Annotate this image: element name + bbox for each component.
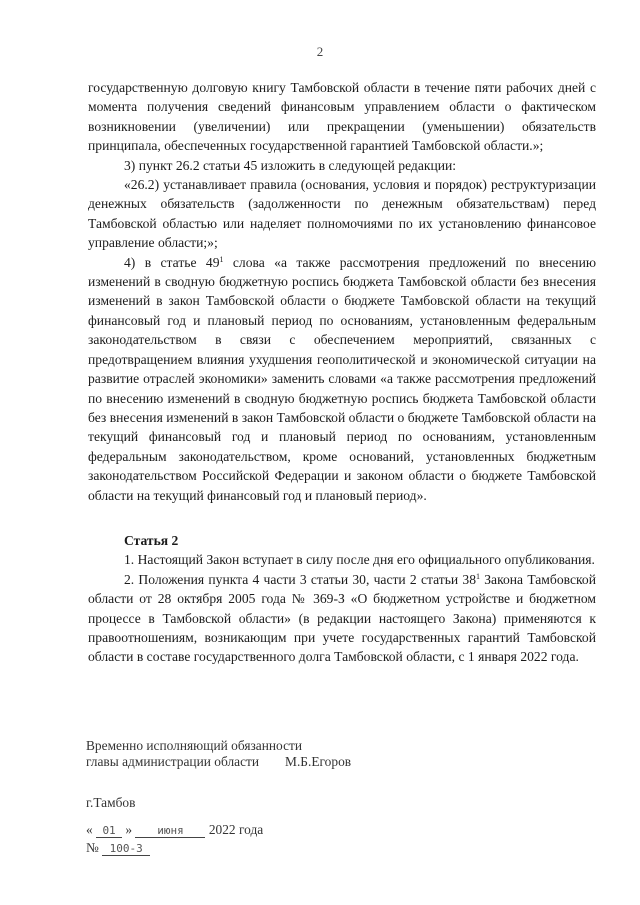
superscript: 1 — [219, 254, 224, 264]
signatory-name: М.Б.Егоров — [285, 754, 352, 769]
item-4-lead: 4) в статье 49 — [124, 254, 220, 270]
signatory-title-line2-row — [86, 754, 351, 770]
date-month: июня — [135, 824, 205, 838]
document-number — [86, 840, 150, 856]
date-line — [86, 822, 263, 838]
signatory-title-line2: главы администрации области — [86, 754, 260, 769]
signature-block — [86, 738, 351, 770]
number-prefix: № — [86, 840, 99, 855]
item-2-text: Закона Тамбовской области от 28 октября 2005 года № 369-З «О бюджетном устройстве и бюджетном процессе в Тамбовской области» (в редакции настоящего Закона) применяются к правоотношениям, возникающим при учете государственных гарантий Тамбовской области в составе государственного долга Тамбовской области, с 1 января 2022 года. — [88, 571, 596, 665]
article-2-item-1: 1. Настоящий Закон вступает в силу после дня его официального опубликования. — [124, 552, 595, 568]
number-value: 100-З — [102, 842, 150, 856]
page-number: 2 — [316, 44, 324, 59]
superscript: 1 — [476, 571, 480, 581]
paragraph-item-3: 3) пункт 26.2 статьи 45 изложить в следующей редакции: — [124, 157, 457, 173]
date-year: 2022 года — [208, 822, 264, 837]
city: г.Тамбов — [86, 795, 136, 810]
document-body — [88, 78, 596, 667]
date-day: 01 — [96, 824, 122, 838]
item-2-lead: 2. Положения пункта 4 части 3 статьи 30, части 2 статьи 38 — [124, 571, 476, 587]
paragraph-quote-26-2: «26.2) устанавливает правила (основания, условия и порядок) реструктуризации денежных обязательств (задолженности по денежным обязательствам) перед Тамбовской областью или наделяет полномочиями по их установлению финансовое управление области;»; — [88, 177, 596, 251]
paragraph-item-4 — [88, 253, 596, 505]
date-open-quote: « — [86, 822, 93, 837]
signatory-title-line1: Временно исполняющий обязанности — [86, 738, 303, 753]
date-close-quote: » — [125, 822, 133, 837]
article-2-item-2 — [88, 570, 596, 667]
paragraph-continuation: государственную долговую книгу Тамбовской области в течение пяти рабочих дней с момента получения сведений финансовым управлением области о фактическом возникновении (увеличении) или прекращении (уменьшении) обязательств принципала, обеспеченных государственной гарантией Тамбовской области.»; — [88, 80, 596, 154]
article-2-title: Статья 2 — [124, 532, 179, 548]
item-4-text: слова «а также рассмотрения предложений по внесению изменений в сводную бюджетную роспись бюджета Тамбовской области без внесения изменений в закон Тамбовской области о бюджете Тамбовской области на текущий финансовый год и плановый период по основаниям, установленным федеральным законодательством в связи с обеспечением мероприятий, связанных с предотвращением влияния ухудшения геополитической и экономической ситуации на развитие отраслей экономики» заменить словами «а также рассмотрения предложений по внесению изменений в сводную бюджетную роспись бюджета Тамбовской области без внесения изменений в закон Тамбовской области о бюджете Тамбовской области на текущий финансовый год и плановый период по основаниям, установленным федеральным законодательством, кроме оснований, установленных бюджетным законодательством Российской Федерации и законом области о бюджете Тамбовской области на текущий финансовый год и плановый период». — [88, 254, 596, 503]
